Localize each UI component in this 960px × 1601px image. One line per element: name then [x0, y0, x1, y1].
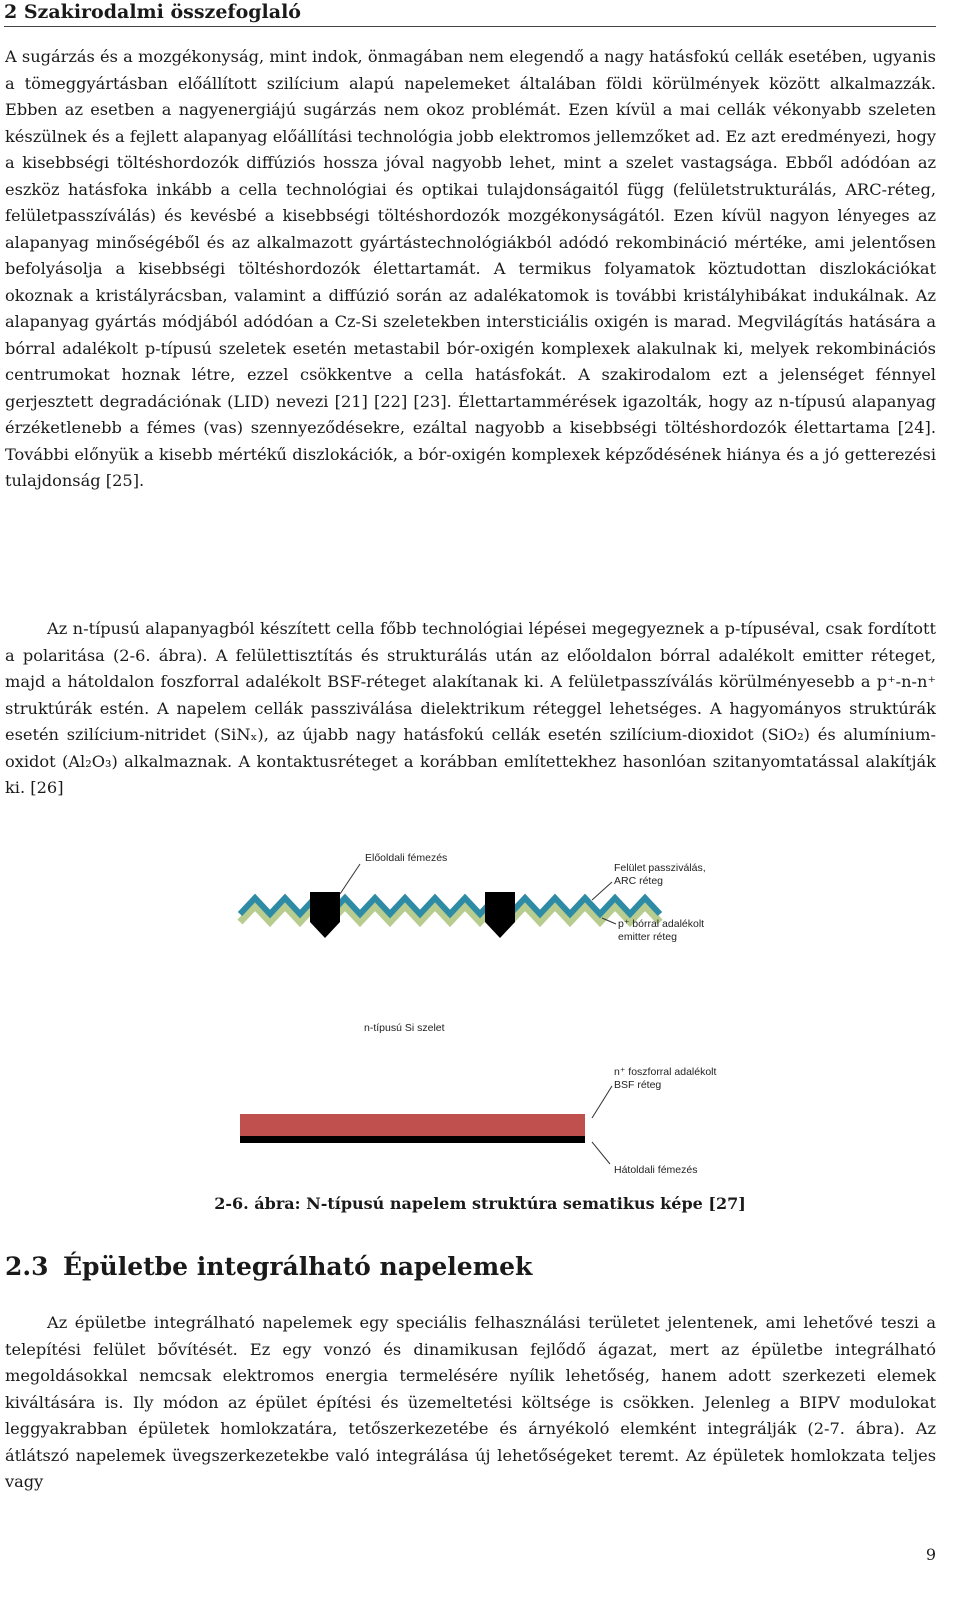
front-contact-1	[310, 892, 340, 938]
section-number: 2.3	[5, 1252, 49, 1281]
back-metal-leader	[592, 1142, 610, 1164]
front-metal-label: Előoldali fémezés	[365, 852, 448, 864]
bsf-layer	[240, 1114, 585, 1136]
solar-cell-diagram	[230, 842, 730, 1182]
bsf-leader	[592, 1086, 612, 1118]
arc-layer	[240, 898, 660, 914]
page-number: 9	[925, 1545, 936, 1564]
front-metal-leader	[340, 864, 360, 894]
solar-cell-structure-figure	[230, 842, 730, 1182]
emitter-label: p⁺ bórral adalékolt emitter réteg	[618, 918, 705, 943]
front-contact-2	[485, 892, 515, 938]
section-heading	[5, 1250, 532, 1284]
paragraph-2	[5, 616, 936, 802]
chapter-title: 2 Szakirodalmi összefoglaló	[4, 1, 301, 23]
back-metal-label: Hátoldali fémezés	[614, 1164, 698, 1176]
chapter-header	[4, 0, 936, 27]
figure-caption: 2-6. ábra: N-típusú napelem struktúra sematikus képe [27]	[214, 1194, 746, 1213]
bsf-label: n⁺ foszforral adalékolt BSF réteg	[614, 1066, 717, 1091]
passivation-leader	[592, 882, 612, 900]
back-metal-layer	[240, 1136, 585, 1143]
paragraph-3-text: Az épületbe integrálható napelemek egy speciális felhasználási területet jelentenek, ami lehetővé teszi a telepítési felület bővítését. Ez egy vonzó és dinamikusan fejlődő ágazat, mert az épületbe integrálható megoldásokkal nemcsak elektromos energia termelésére nyílik lehetőség, hanem adott szerkezeti elemek kiváltására is. Ily módon az épület építési és üzemeltetési költsége is csökken. Jelenleg a BIPV modulokat leggyakrabban épületek homlokzatára, tetőszerkezetébe és árnyékoló elemként integrálják (2-7. ábra). Az átlátszó napelemek üvegszerkezetekbe való integrálása új lehetőségeket teremt. Az épületek homlokzata teljes vagy	[5, 1313, 936, 1491]
paragraph-1: A sugárzás és a mozgékonyság, mint indok, önmagában nem elegendő a nagy hatásfokú cellák esetében, ugyanis a tömeggyártásban előállított szilícium alapú napelemeket általában földi körülmények között alkalmazzák. Ebben az esetben a nagyenergiájú sugárzás nem okoz problémát. Ezen kívül a mai cellák vékonyabb szeleten készülnek és a fejlett alapanyag előállítási technológia jobb elektromos jellemzőket ad. Ez azt eredményezi, hogy a kisebbségi töltéshordozók diffúziós hossza jóval nagyobb lehet, mint a szelet vastagsága. Ebből adódóan az eszköz hatásfoka inkább a cella technológiai és optikai tulajdonságaitól függ (felületstrukturálás, ARC-réteg, felületpasszíválás) és kevésbé a kisebbségi töltéshordozók mozgékonyságától. Ezen kívül nagyon lényeges az alapanyag minőségéből és az alkalmazott gyártástechnológiákból adódó rekombináció mértéke, ami jelentősen befolyásolja a kisebbségi töltéshordozók élettartamát. A termikus folyamatok köztudottan diszlokációkat okoznak a kristályrácsban, valamint a diffúzió során az adalékatomok is további kristályhibákat indukálnak. Az alapanyag gyártás módjából adódóan a Cz-Si szeletekben intersticiális oxigén is marad. Megvilágítás hatására a bórral adalékolt p-típusú szeletek esetén metastabil bór-oxigén komplexek alakulnak ki, melyek rekombinációs centrumokat hoznak létre, ezzel csökkentve a cella hatásfokát. A szakirodalom ezt a jelenséget fénnyel gerjesztett degradációnak (LID) nevezi [21] [22] [23]. Élettartammérések igazolták, hogy az n-típusú alapanyag érzéketlenebb a fémes (vas) szennyeződésekre, ezáltal nagyobb a kisebbségi töltéshordozók élettartama [24]. További előnyük a kisebb mértékű diszlokációk, a bór-oxigén komplexek képződésének hiánya és a jó getterezési tulajdonság [25].	[5, 47, 936, 490]
section-title: Épületbe integrálható napelemek	[63, 1252, 533, 1281]
paragraph-2-text: Az n-típusú alapanyagból készített cella főbb technológiai lépései megegyeznek a p-típuséval, csak fordított a polaritása (2-6. ábra). A felülettisztítás és strukturálás után az előoldalon bórral adalékolt emitter réteget, majd a hátoldalon foszforral adalékolt BSF-réteget alakítanak ki. A felületpasszíválás körülményesebb a p⁺-n-n⁺ struktúrák estén. A napelem cellák passziválása dielektrikum réteggel lehetséges. A hagyományos struktúrák esetén szilícium-nitridet (SiNₓ), az újabb nagy hatásfokú cellák esetén szilícium-dioxidot (SiO₂) és alumínium-oxidot (Al₂O₃) alkalmaznak. A kontaktusréteget a korábban említettekhez hasonlóan szitanyomtatással alakítják ki. [26]	[5, 619, 936, 797]
wafer-label: n-típusú Si szelet	[364, 1022, 445, 1034]
passivation-label: Felület passziválás, ARC réteg	[614, 862, 706, 887]
paragraph-3	[5, 1310, 936, 1496]
